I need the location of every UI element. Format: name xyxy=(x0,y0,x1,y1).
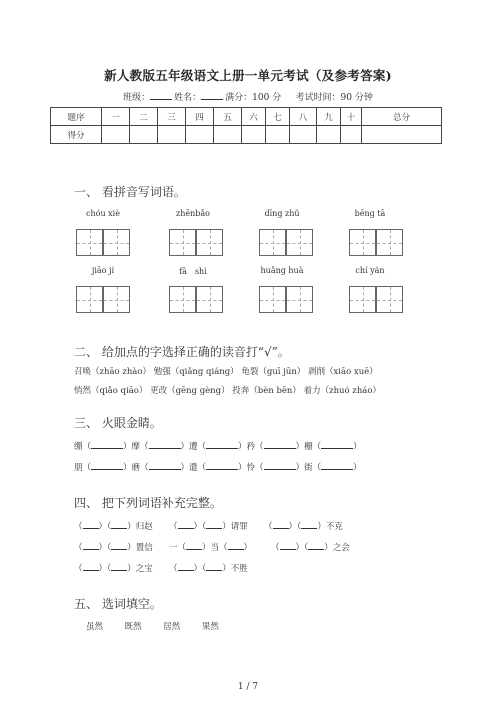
answer-blank[interactable] xyxy=(186,540,202,550)
reading-choice[interactable]: 着力（zhuó zháo） xyxy=(303,386,381,396)
pinyin-label: jiāo jí xyxy=(91,266,115,275)
writing-grid-box[interactable] xyxy=(169,229,196,256)
score-header: 五 xyxy=(214,108,242,126)
char-prompt: ） xyxy=(353,442,362,452)
idiom-text: ）请罪 xyxy=(222,522,248,532)
writing-grid-box[interactable] xyxy=(259,229,286,256)
idiom-text: ）之会 xyxy=(324,543,350,553)
idiom-row xyxy=(74,561,248,574)
name-label: 姓名： xyxy=(174,93,202,103)
answer-blank[interactable] xyxy=(149,460,181,470)
score-cell[interactable] xyxy=(266,126,290,144)
word-choice: 既然 xyxy=(124,622,142,632)
pinyin-label: huǎng huà xyxy=(260,266,304,275)
word-pair-row xyxy=(74,439,362,452)
document-title: 新人教版五年级语文上册一单元考试（及参考答案) xyxy=(104,68,392,83)
idiom-text: ）归赵 xyxy=(127,522,153,532)
answer-blank[interactable] xyxy=(206,561,222,571)
pinyin-label: zhēnbǎo xyxy=(176,209,210,218)
char-prompt: ）矜（ xyxy=(238,442,264,452)
section5-heading: 五、 选词填空。 xyxy=(74,597,162,611)
pinyin-label: fā shì xyxy=(179,267,207,276)
page-number: 1 / 7 xyxy=(237,682,259,692)
char-prompt: 朋（ xyxy=(74,463,92,473)
pinyin-label: dīng zhǔ xyxy=(264,209,300,218)
score-cell[interactable] xyxy=(214,126,242,144)
reading-choice[interactable]: 更改（gēng gèng） xyxy=(150,386,230,396)
char-prompt: ）街（ xyxy=(295,463,322,473)
score-header: 总分 xyxy=(362,108,442,126)
score-header: 七 xyxy=(266,108,290,126)
reading-choice[interactable]: 投奔（bèn bēn） xyxy=(232,386,301,396)
writing-grid-box[interactable] xyxy=(196,229,223,256)
score-cell[interactable] xyxy=(362,126,442,144)
answer-blank[interactable] xyxy=(206,460,238,470)
char-prompt: 绷（ xyxy=(74,442,92,452)
answer-blank[interactable] xyxy=(308,540,324,550)
answer-blank[interactable] xyxy=(228,540,244,550)
score-cell[interactable] xyxy=(290,126,317,144)
writing-grid-box[interactable] xyxy=(376,229,403,256)
idiom-text: ） xyxy=(243,543,253,553)
answer-blank[interactable] xyxy=(91,460,123,470)
answer-blank[interactable] xyxy=(91,439,123,449)
char-prompt: ）栅（ xyxy=(295,442,322,452)
idiom-text: （ xyxy=(74,543,83,553)
answer-blank[interactable] xyxy=(273,519,289,529)
score-cell[interactable] xyxy=(102,126,130,144)
answer-blank[interactable] xyxy=(264,439,296,449)
score-cell[interactable] xyxy=(186,126,214,144)
score-cell[interactable] xyxy=(130,126,158,144)
score-table-score-row xyxy=(51,126,442,144)
reading-choice[interactable]: 龟裂（guī jūn） xyxy=(241,367,306,377)
word-choices xyxy=(86,620,219,632)
score-cell[interactable] xyxy=(341,126,362,144)
answer-blank[interactable] xyxy=(206,519,222,529)
idiom-text: ）不克 xyxy=(317,522,343,532)
writing-grid-box[interactable] xyxy=(286,286,313,313)
pinyin-label: bēng tā xyxy=(354,209,386,218)
idiom-text: ）（ xyxy=(98,522,112,532)
idiom-text: ）（ xyxy=(98,564,112,574)
idiom-row xyxy=(74,540,350,553)
answer-blank[interactable] xyxy=(83,540,99,550)
score-header: 十 xyxy=(341,108,362,126)
answer-blank[interactable] xyxy=(301,519,317,529)
idiom-text: ）（ xyxy=(295,543,309,553)
writing-grid-box[interactable] xyxy=(103,286,130,313)
writing-grid-box[interactable] xyxy=(76,286,103,313)
answer-blank[interactable] xyxy=(321,439,353,449)
idiom-text: ）（ xyxy=(193,564,207,574)
writing-grid-box[interactable] xyxy=(259,286,286,313)
char-prompt: ） xyxy=(353,463,362,473)
answer-blank[interactable] xyxy=(83,519,99,529)
class-label: 班级： xyxy=(123,93,151,103)
idiom-text: ）置信 xyxy=(127,543,153,553)
score-header: 二 xyxy=(130,108,158,126)
section3-heading: 三、 火眼金睛。 xyxy=(74,416,162,430)
answer-blank[interactable] xyxy=(264,460,296,470)
idiom-text: 一（ xyxy=(169,543,187,553)
idiom-text: ）（ xyxy=(288,522,302,532)
reading-choice-line xyxy=(74,365,378,377)
pinyin-label: chóu xiè xyxy=(86,209,120,218)
answer-blank[interactable] xyxy=(280,540,296,550)
score-header: 九 xyxy=(317,108,341,126)
idiom-text: ）不胜 xyxy=(222,564,248,574)
writing-grid-box[interactable] xyxy=(349,229,376,256)
idiom-text: （ xyxy=(169,522,178,532)
score-table xyxy=(50,107,442,144)
writing-grid-box[interactable] xyxy=(169,286,196,313)
word-choice: 居然 xyxy=(163,622,181,632)
writing-grid-box[interactable] xyxy=(196,286,223,313)
score-table-header-row xyxy=(51,108,442,126)
score-header: 八 xyxy=(290,108,317,126)
char-prompt: ）摩（ xyxy=(123,442,149,452)
section4-heading: 四、 把下列词语补充完整。 xyxy=(74,496,222,510)
reading-choice[interactable]: 勉强（qiǎng qiáng） xyxy=(153,367,239,377)
char-prompt: ）怜（ xyxy=(238,463,264,473)
writing-grid-box[interactable] xyxy=(103,229,130,256)
writing-grid-box[interactable] xyxy=(76,229,103,256)
score-header: 六 xyxy=(242,108,266,126)
answer-blank[interactable] xyxy=(178,519,194,529)
word-pair-row xyxy=(74,460,362,473)
class-blank xyxy=(150,90,172,100)
reading-choice-line xyxy=(74,384,381,396)
idiom-text: （ xyxy=(169,564,178,574)
score-cell[interactable] xyxy=(242,126,266,144)
score-header: 一 xyxy=(102,108,130,126)
idiom-text: （ xyxy=(74,564,83,574)
score-header: 题序 xyxy=(51,108,102,126)
section1-heading: 一、 看拼音写词语。 xyxy=(74,185,186,199)
char-prompt: ）磨（ xyxy=(123,463,149,473)
answer-blank[interactable] xyxy=(206,439,238,449)
reading-choice[interactable]: 召唤（zhāo zhào） xyxy=(74,367,151,377)
score-header: 三 xyxy=(158,108,186,126)
score-cell[interactable] xyxy=(317,126,341,144)
char-prompt: ）遭（ xyxy=(180,442,207,452)
pinyin-label: chí yán xyxy=(355,266,385,275)
answer-blank[interactable] xyxy=(111,561,127,571)
answer-blank[interactable] xyxy=(83,561,99,571)
reading-choice[interactable]: 剥削（xiāo xuē） xyxy=(308,367,378,377)
section2-heading: 二、 给加点的字选择正确的读音打“√”。 xyxy=(74,345,290,359)
score-header: 四 xyxy=(186,108,214,126)
writing-grid-box[interactable] xyxy=(349,286,376,313)
idiom-text: （ xyxy=(264,522,273,532)
idiom-text: （ xyxy=(74,522,83,532)
name-blank xyxy=(201,90,223,100)
idiom-text: ）（ xyxy=(98,543,112,553)
answer-blank[interactable] xyxy=(111,519,127,529)
exam-time: 考试时间：90 分钟 xyxy=(295,93,373,103)
writing-grid-box[interactable] xyxy=(286,229,313,256)
answer-blank[interactable] xyxy=(111,540,127,550)
writing-grid-box[interactable] xyxy=(376,286,403,313)
reading-choice[interactable]: 悄然（qiǎo qiāo） xyxy=(74,386,148,396)
answer-blank[interactable] xyxy=(149,439,181,449)
score-row-label: 得分 xyxy=(51,126,102,144)
answer-blank[interactable] xyxy=(178,561,194,571)
char-prompt: ）遣（ xyxy=(180,463,207,473)
exam-info xyxy=(0,90,496,103)
idiom-text: ）（ xyxy=(193,522,207,532)
idiom-text: ）之宝 xyxy=(127,564,153,574)
answer-blank[interactable] xyxy=(321,460,353,470)
idiom-row xyxy=(74,519,343,532)
idiom-text: （ xyxy=(270,543,280,553)
full-score: 满分：100 分 xyxy=(225,93,282,103)
idiom-text: ）当（ xyxy=(202,543,228,553)
word-choice: 果然 xyxy=(201,622,219,632)
score-cell[interactable] xyxy=(158,126,186,144)
word-choice: 虽然 xyxy=(86,622,104,632)
